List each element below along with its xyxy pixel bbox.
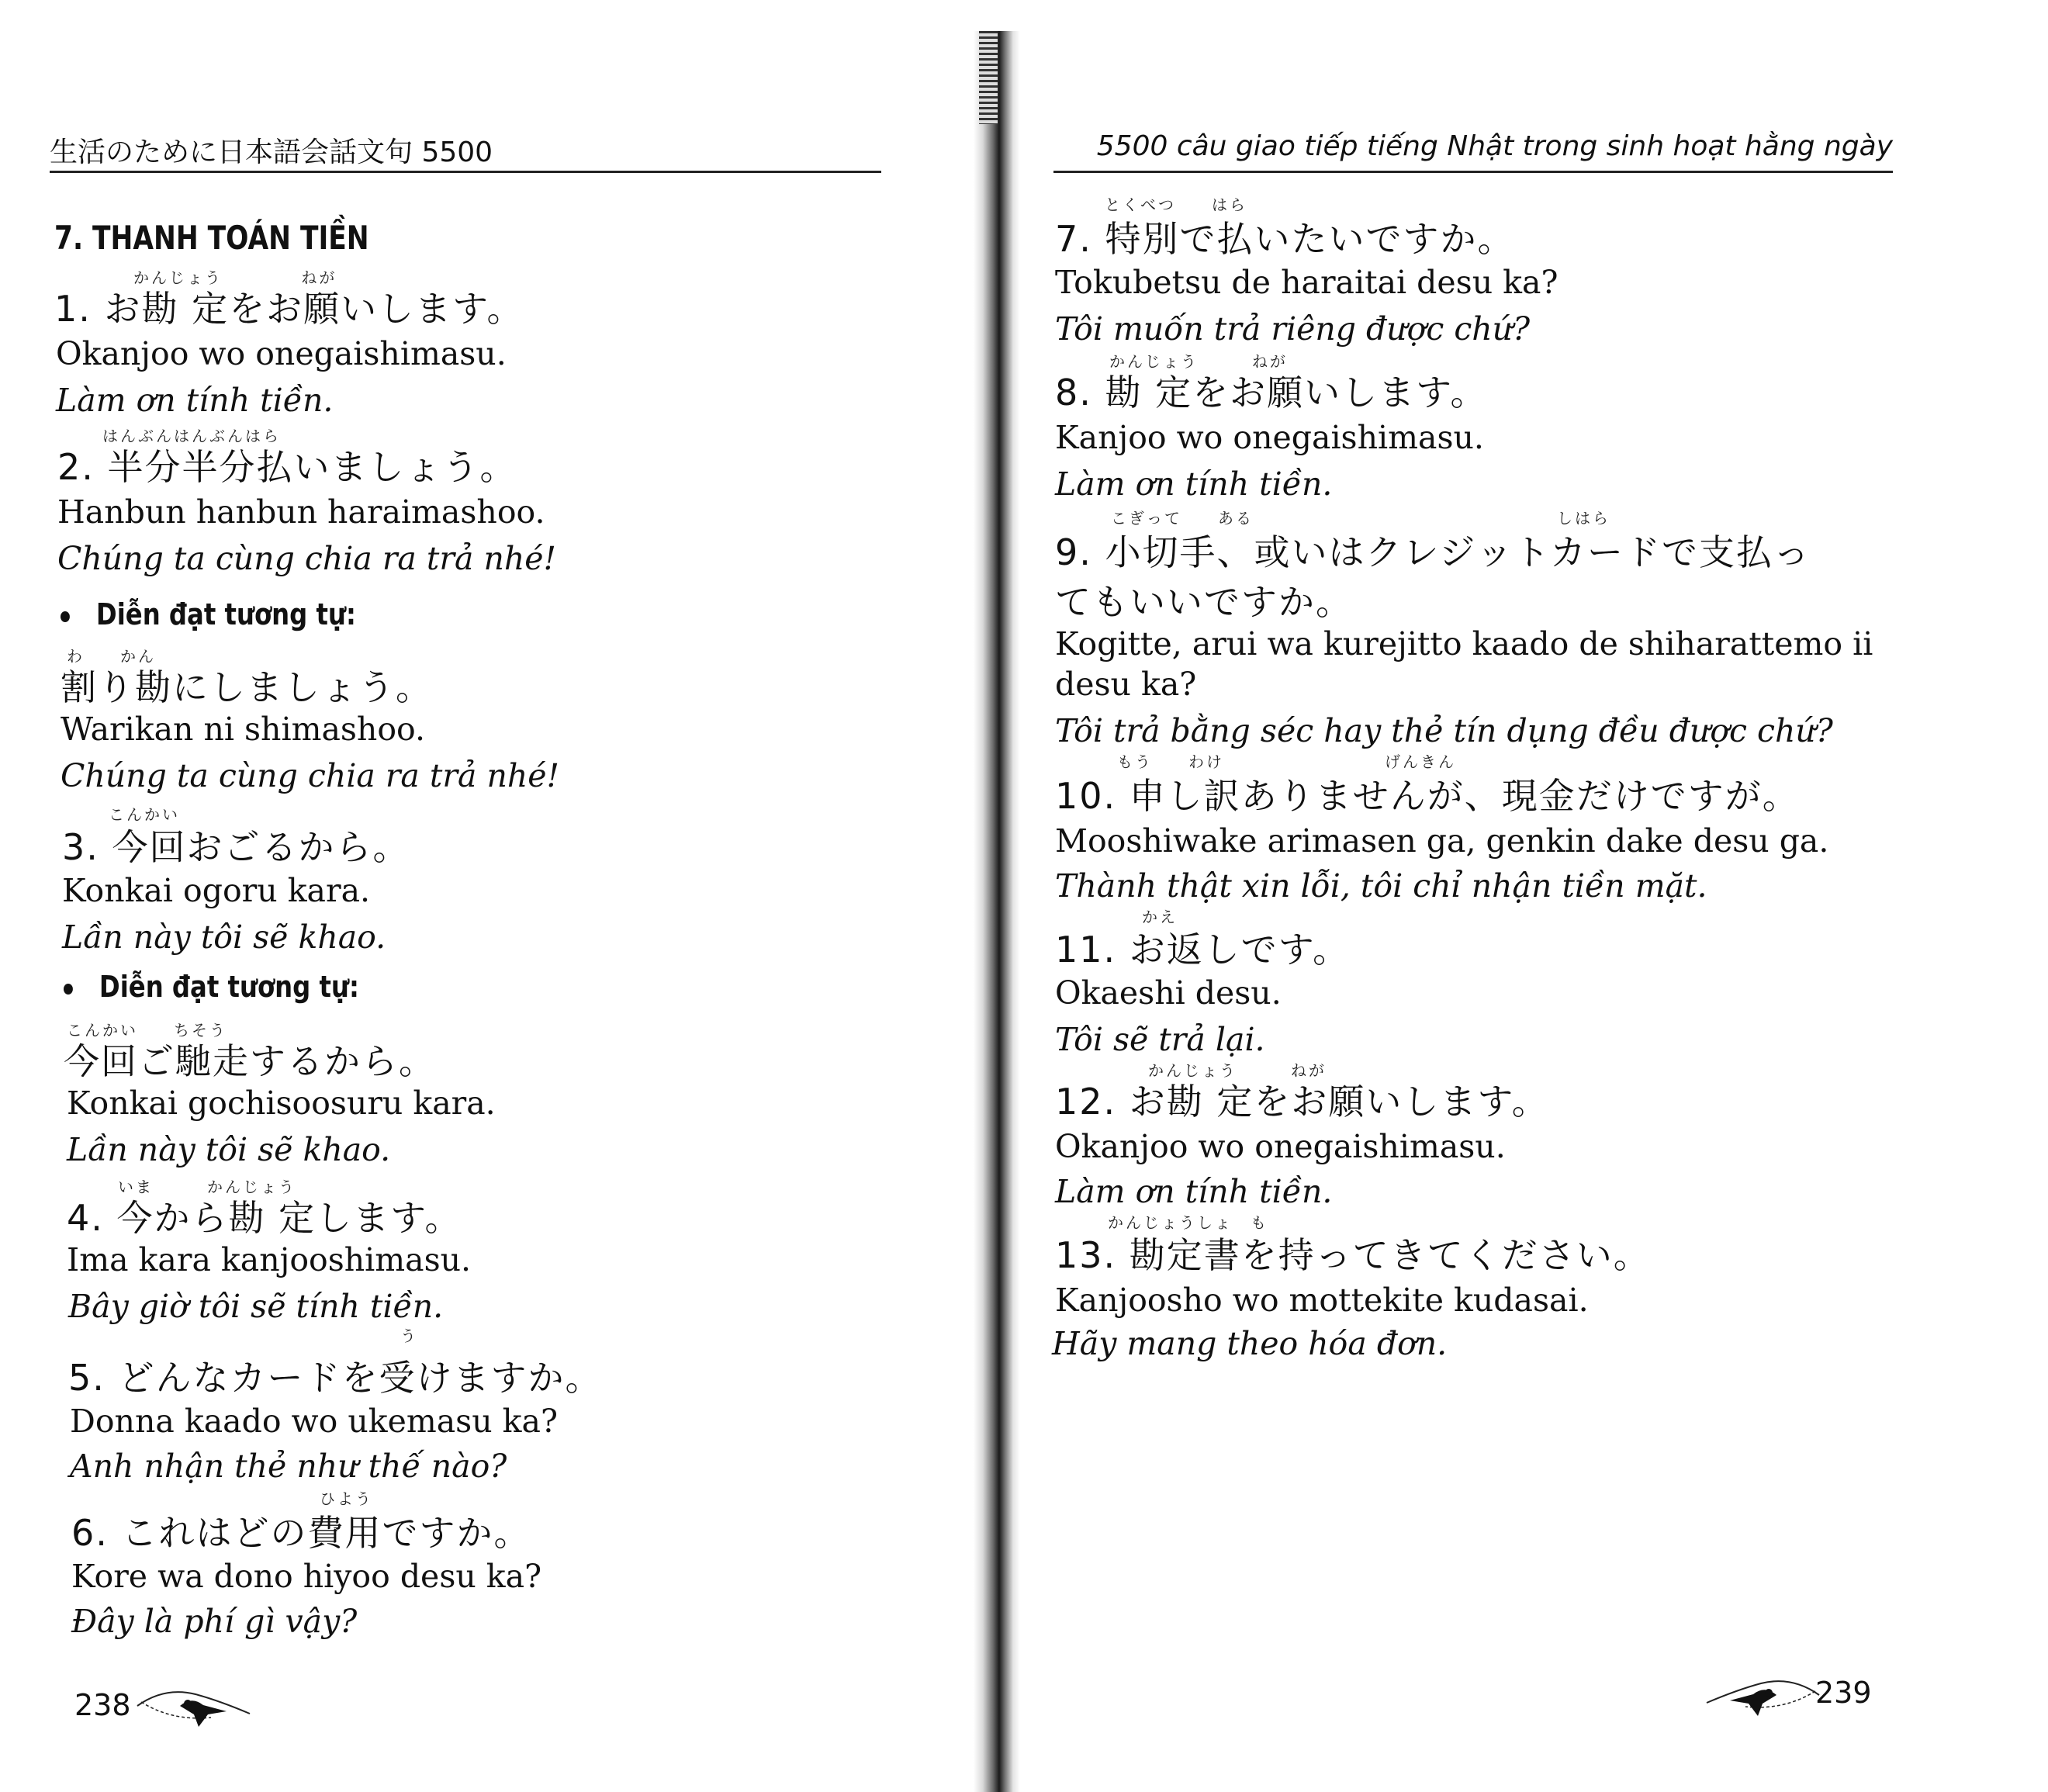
furigana: はんぶんはんぶんはら bbox=[102, 427, 281, 445]
vietnamese-translation: Anh nhận thẻ như thế nào? bbox=[70, 1448, 507, 1485]
vietnamese-translation: Làm ơn tính tiền. bbox=[1055, 1173, 1333, 1210]
romaji-line: Kanjoosho wo mottekite kudasai. bbox=[1055, 1282, 1589, 1319]
furigana: こんかい ちそう bbox=[67, 1021, 227, 1040]
furigana: わ かん bbox=[67, 647, 156, 666]
vietnamese-translation: Làm ơn tính tiền. bbox=[56, 382, 334, 419]
japanese-sentence: 2. 半分半分払いましょう。 bbox=[57, 446, 517, 488]
vietnamese-translation: Chúng ta cùng chia ra trả nhé! bbox=[57, 540, 557, 577]
vietnamese-translation: Hãy mang theo hóa đơn. bbox=[1052, 1325, 1448, 1362]
romaji-line: Ima kara kanjooshimasu. bbox=[67, 1241, 472, 1278]
furigana: かんじょう ねが bbox=[1148, 1061, 1327, 1080]
bullet-dot bbox=[61, 611, 70, 622]
japanese-sentence: 13. 勘定書を持ってきてください。 bbox=[1055, 1234, 1651, 1276]
romaji-line: Tokubetsu de haraitai desu ka? bbox=[1055, 264, 1558, 301]
running-head: 5500 câu giao tiếp tiếng Nhật trong sinh hoạt hằng ngày bbox=[1053, 130, 1893, 173]
right-page bbox=[1040, 0, 2048, 1792]
bullet-label: Diễn đạt tương tự: bbox=[95, 597, 356, 631]
japanese-sentence: 今回ご馳走するから。 bbox=[64, 1040, 436, 1082]
furigana: もう わけ げんきん bbox=[1117, 752, 1456, 771]
vietnamese-translation: Lần này tôi sẽ khao. bbox=[62, 918, 386, 956]
furigana: いま かんじょう bbox=[118, 1178, 296, 1196]
romaji-line: Okaeshi desu. bbox=[1055, 974, 1282, 1012]
vietnamese-translation: Thành thật xin lỗi, tôi chỉ nhận tiền mặt. bbox=[1055, 867, 1707, 905]
book-spine bbox=[974, 31, 1020, 1792]
romaji-line: Konkai gochisoosuru kara. bbox=[67, 1085, 496, 1122]
japanese-sentence: 4. 今から勘 定します。 bbox=[67, 1197, 462, 1239]
furigana: かんじょうしょ も bbox=[1108, 1213, 1268, 1232]
vietnamese-translation: Lần này tôi sẽ khao. bbox=[67, 1131, 391, 1168]
furigana: とくべつ はら bbox=[1105, 195, 1247, 214]
japanese-sentence: 5. どんなカードを受けますか。 bbox=[68, 1357, 603, 1399]
bird-ornament-icon bbox=[1699, 1668, 1823, 1722]
furigana: かんじょう ねが bbox=[1109, 352, 1288, 371]
furigana: う bbox=[400, 1327, 418, 1345]
section-title: 7. THANH TOÁN TIỀN bbox=[54, 219, 369, 257]
japanese-sentence: 8. 勘 定をお願いします。 bbox=[1055, 372, 1488, 413]
vietnamese-translation: Làm ơn tính tiền. bbox=[1055, 465, 1333, 503]
vietnamese-translation: Tôi sẽ trả lại. bbox=[1055, 1021, 1265, 1058]
bullet-dot bbox=[64, 984, 73, 995]
vietnamese-translation: Chúng ta cùng chia ra trả nhé! bbox=[61, 757, 560, 794]
furigana: かんじょう ねが bbox=[133, 268, 337, 287]
romaji-line: Hanbun hanbun haraimashoo. bbox=[57, 493, 545, 531]
romaji-line: Donna kaado wo ukemasu ka? bbox=[70, 1403, 558, 1440]
similar-expression-bullet bbox=[61, 597, 356, 631]
furigana: こんかい bbox=[109, 805, 180, 824]
japanese-sentence: 6. これはどの費用ですか。 bbox=[71, 1512, 531, 1554]
vietnamese-translation: Bây giờ tôi sẽ tính tiền. bbox=[68, 1288, 444, 1325]
japanese-sentence: 10. 申し訳ありませんが、現金だけですが。 bbox=[1055, 775, 1800, 817]
romaji-line: Okanjoo wo onegaishimasu. bbox=[56, 335, 507, 372]
left-page bbox=[0, 0, 979, 1792]
furigana: ひよう bbox=[320, 1489, 373, 1508]
vietnamese-translation: Tôi muốn trả riêng được chứ? bbox=[1055, 310, 1531, 348]
vietnamese-translation: Đây là phí gì vậy? bbox=[71, 1603, 358, 1640]
furigana: こぎって ある しはら bbox=[1111, 509, 1610, 528]
romaji-line: Warikan ni shimashoo. bbox=[61, 711, 426, 748]
romaji-line: Kore wa dono hiyoo desu ka? bbox=[71, 1558, 542, 1595]
romaji-line: Mooshiwake arimasen ga, genkin dake desu ga. bbox=[1055, 822, 1829, 860]
japanese-sentence: 9. 小切手、或いはクレジットカードで支払っ bbox=[1055, 531, 1811, 573]
japanese-sentence: 7. 特別で払いたいですか。 bbox=[1055, 218, 1515, 260]
romaji-line-continued: desu ka? bbox=[1055, 666, 1197, 703]
romaji-line: Kogitte, arui wa kurejitto kaado de shiharattemo ii bbox=[1055, 625, 1873, 662]
page-number: 239 bbox=[1815, 1676, 1872, 1710]
page-number: 238 bbox=[74, 1688, 131, 1722]
spine-texture bbox=[979, 31, 998, 124]
running-head: 生活のために日本語会話文句 5500 bbox=[50, 130, 881, 173]
japanese-sentence-continued: てもいいですか。 bbox=[1055, 581, 1353, 623]
romaji-line: Konkai ogoru kara. bbox=[62, 872, 371, 909]
japanese-sentence: 割り勘にしましょう。 bbox=[61, 666, 433, 708]
furigana: かえ bbox=[1142, 908, 1178, 926]
romaji-line: Okanjoo wo onegaishimasu. bbox=[1055, 1128, 1506, 1165]
vietnamese-translation: Tôi trả bằng séc hay thẻ tín dụng đều được chứ? bbox=[1055, 712, 1833, 749]
bird-ornament-icon bbox=[133, 1679, 258, 1733]
bullet-label: Diễn đạt tương tự: bbox=[99, 970, 359, 1004]
japanese-sentence: 3. 今回おごるから。 bbox=[62, 826, 410, 868]
romaji-line: Kanjoo wo onegaishimasu. bbox=[1055, 419, 1484, 456]
japanese-sentence: 11. お返しです。 bbox=[1055, 929, 1351, 970]
similar-expression-bullet bbox=[64, 970, 359, 1004]
japanese-sentence: 12. お勘 定をお願いします。 bbox=[1055, 1081, 1549, 1123]
japanese-sentence: 1. お勘 定をお願いします。 bbox=[54, 288, 524, 330]
